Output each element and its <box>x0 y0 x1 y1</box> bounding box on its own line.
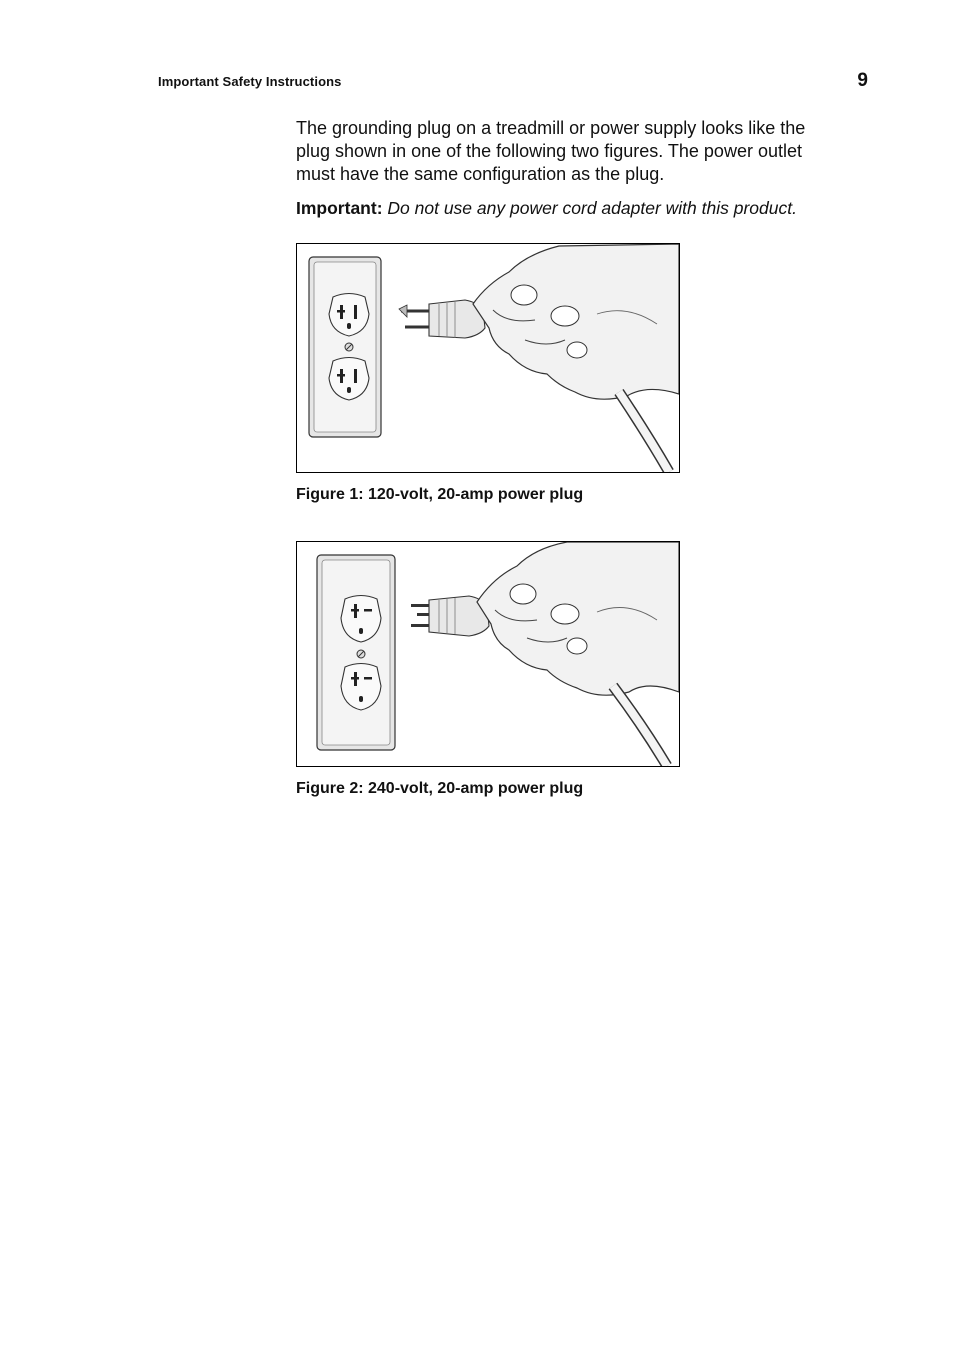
figure-1-caption: Figure 1: 120-volt, 20-amp power plug <box>296 486 584 503</box>
running-header: Important Safety Instructions <box>158 74 342 89</box>
important-label: Important: <box>296 198 383 218</box>
important-note <box>296 197 856 220</box>
page-number: 9 <box>857 70 868 91</box>
figure-2-illustration <box>296 541 680 767</box>
plug-outlet-illustration-2 <box>297 542 679 766</box>
important-text: Do not use any power cord adapter with this product. <box>387 198 797 218</box>
intro-paragraph: The grounding plug on a treadmill or power supply looks like the plug shown in one of the following two figures. The power outlet must have the same configuration as the plug. <box>296 118 806 184</box>
plug-outlet-illustration-1 <box>297 244 679 472</box>
figure-1-illustration <box>296 243 680 473</box>
figure-2-caption: Figure 2: 240-volt, 20-amp power plug <box>296 780 584 797</box>
